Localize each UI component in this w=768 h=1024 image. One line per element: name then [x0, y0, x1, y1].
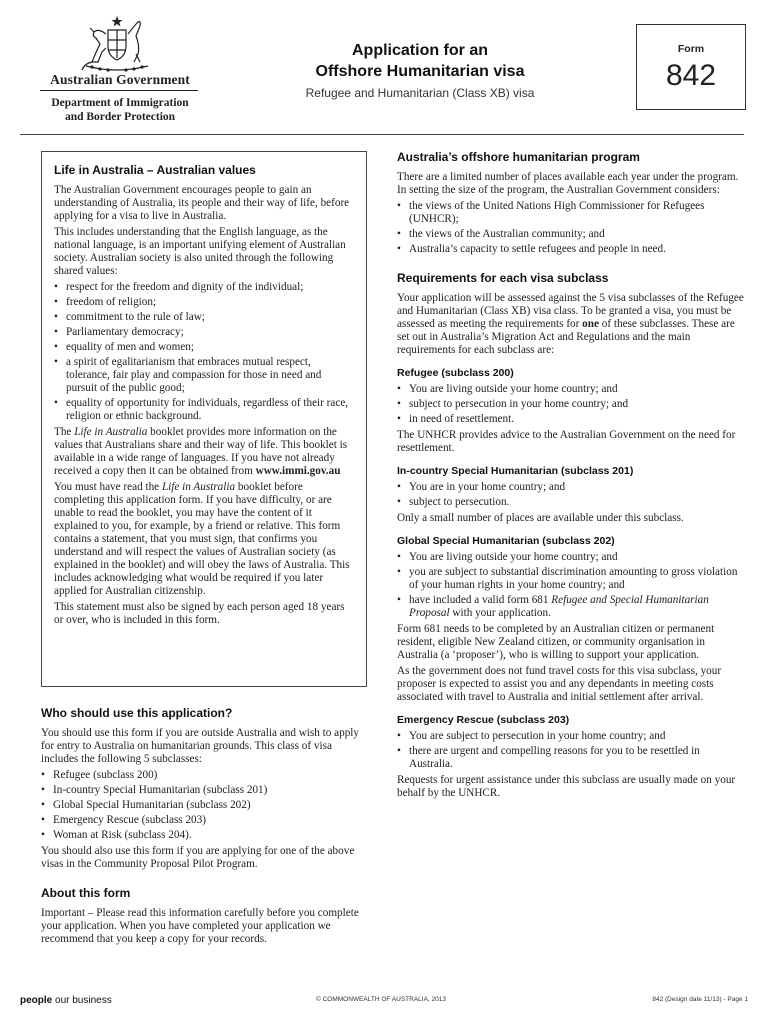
emergency-heading: Emergency Rescue (subclass 203) — [397, 714, 570, 726]
list-item: • Refugee (subclass 200) — [41, 769, 361, 782]
list-item: • the views of the Australian community; and — [397, 228, 745, 241]
refugee-list — [397, 383, 745, 426]
list-item: • freedom of religion; — [54, 296, 354, 309]
paragraph: The Life in Australia booklet provides more information on the values that Australians share and their way of life. This booklet is available in a wide range of languages. If you have not already received a copy then it can be obtained from www.immi.gov.au — [54, 426, 348, 477]
paragraph: The Australian Government encourages people to gain an understanding of Australia, its people and their way of life, before applying for a visa to live in Australia. — [54, 184, 350, 222]
australian-values-box — [41, 151, 367, 687]
list-item: • Global Special Humanitarian (subclass 202) — [41, 799, 361, 812]
list-item: • Woman at Risk (subclass 204). — [41, 829, 361, 842]
global-heading: Global Special Humanitarian (subclass 202) — [397, 535, 615, 547]
paragraph: Only a small number of places are available under this subclass. — [397, 512, 684, 524]
paragraph: Your application will be assessed against the 5 visa subclasses of the Refugee and Humanitarian (Class XB) visa class. To be granted a visa, you must be assessed as meeting the requirements for one of these subclasses. These are set out in Australia’s Migration Act and Regulations and the main requirements for each subclass are: — [397, 292, 744, 356]
requirements-heading: Requirements for each visa subclass — [397, 271, 609, 285]
emergency-list — [397, 730, 745, 771]
who-heading: Who should use this application? — [41, 706, 233, 720]
list-item: • subject to persecution. — [397, 496, 745, 509]
list-item: • You are in your home country; and — [397, 481, 745, 494]
footer-brand: people our business — [20, 995, 112, 1006]
list-item: • you are subject to substantial discrimination amounting to gross violation of your human rights in your home country; and — [397, 566, 745, 592]
global-list — [397, 551, 745, 620]
page-title: Application for an Offshore Humanitarian visa — [315, 42, 525, 80]
form-label: Form — [677, 43, 705, 55]
list-item: • a spirit of egalitarianism that embraces mutual respect, tolerance, fair play and compassion for those in need and pursuit of the public good; — [54, 356, 354, 395]
paragraph: You must have read the Life in Australia booklet before completing this application form. If you have difficulty, or are unable to read the booklet, you may have the content of it explained to you, for example, by a friend or relative. This form contains a statement, that you must sign, that confirms you understand and will respect the values of Australian society (as explained in the booklet) and will obey the laws of Australia. This includes acknowledging what would be required if you later applied for Australian citizenship. — [54, 481, 350, 597]
website-link[interactable]: www.immi.gov.au — [255, 465, 341, 477]
subclass-list — [41, 769, 361, 842]
list-item: • subject to persecution in your home country; and — [397, 398, 745, 411]
header-divider — [20, 134, 744, 135]
about-heading: About this form — [41, 886, 131, 900]
page-subtitle: Refugee and Humanitarian (Class XB) visa — [305, 86, 535, 100]
list-item: • respect for the freedom and dignity of the individual; — [54, 281, 354, 294]
paragraph: This statement must also be signed by each person aged 18 years or over, who is included in this form. — [54, 601, 345, 626]
list-item: • You are living outside your home country; and — [397, 551, 745, 564]
list-item: • Parliamentary democracy; — [54, 326, 354, 339]
list-item: • Emergency Rescue (subclass 203) — [41, 814, 361, 827]
list-item: • have included a valid form 681 Refugee and Special Humanitarian Proposal with your application. — [397, 594, 745, 620]
right-column — [397, 150, 745, 803]
incountry-list — [397, 481, 745, 509]
list-item: • In-country Special Humanitarian (subclass 201) — [41, 784, 361, 797]
program-list — [397, 200, 745, 256]
list-item: • equality of men and women; — [54, 341, 354, 354]
paragraph: As the government does not fund travel costs for this visa subclass, your proposer is expected to assist you and any dependants in meeting costs associated with travel to Australia and initial settlement after arrival. — [397, 665, 722, 703]
paragraph: Requests for urgent assistance under this subclass are usually made on your behalf by the UNHCR. — [397, 774, 736, 799]
booklet-title: Life in Australia — [74, 426, 148, 438]
footer-copyright: © COMMONWEALTH OF AUSTRALIA, 2013 — [316, 996, 446, 1003]
incountry-heading: In-country Special Humanitarian (subclass 201) — [397, 465, 634, 477]
footer-page-info: 842 (Design date 11/13) - Page 1 — [652, 996, 748, 1003]
left-column — [41, 706, 361, 949]
values-heading: Life in Australia – Australian values — [54, 163, 256, 177]
program-heading: Australia’s offshore humanitarian program — [397, 150, 640, 164]
list-item: • Australia’s capacity to settle refugees and people in need. — [397, 243, 745, 256]
paragraph: You should also use this form if you are applying for one of the above visas in the Community Proposal Pilot Program. — [41, 845, 355, 870]
paragraph: You should use this form if you are outside Australia and wish to apply for entry to Australia on humanitarian grounds. This class of visa includes the following 5 subclasses: — [41, 727, 359, 765]
list-item: • You are living outside your home country; and — [397, 383, 745, 396]
booklet-title: Life in Australia — [161, 481, 236, 493]
values-list — [54, 281, 354, 423]
list-item: • the views of the United Nations High Commissioner for Refugees (UNHCR); — [397, 200, 745, 226]
list-item: • equality of opportunity for individuals, regardless of their race, religion or ethnic background. — [54, 397, 354, 423]
paragraph: This includes understanding that the English language, as the national language, is an important unifying element of Australian society. Australian society is also united through the following shared values: — [54, 226, 346, 277]
coat-of-arms-icon — [78, 14, 156, 72]
refugee-heading: Refugee (subclass 200) — [397, 367, 514, 379]
form-number: 842 — [665, 59, 717, 92]
paragraph: There are a limited number of places available each year under the program. In setting the size of the program, the Australian Government considers: — [397, 171, 739, 196]
department-name: Department of Immigration and Border Protection — [51, 97, 189, 123]
form-681-title: Refugee and Special Humanitarian Proposal — [409, 594, 709, 619]
list-item: • You are subject to persecution in your home country; and — [397, 730, 745, 743]
government-name: Australian Government — [50, 72, 190, 87]
form-number-box — [636, 24, 746, 110]
paragraph: Important – Please read this information carefully before you complete your application. When you have completed your application we recommend that you keep a copy for your records. — [41, 907, 359, 945]
list-item: • there are urgent and compelling reasons for you to be resettled in Australia. — [397, 745, 745, 771]
list-item: • in need of resettlement. — [397, 413, 745, 426]
paragraph: Form 681 needs to be completed by an Australian citizen or permanent resident, eligible New Zealand citizen, or community organisation in Australia (a ‘proposer’), who is willing to support your application. — [397, 623, 715, 661]
list-item: • commitment to the rule of law; — [54, 311, 354, 324]
paragraph: The UNHCR provides advice to the Australian Government on the need for resettlement. — [397, 429, 736, 454]
logo-divider — [40, 90, 198, 91]
